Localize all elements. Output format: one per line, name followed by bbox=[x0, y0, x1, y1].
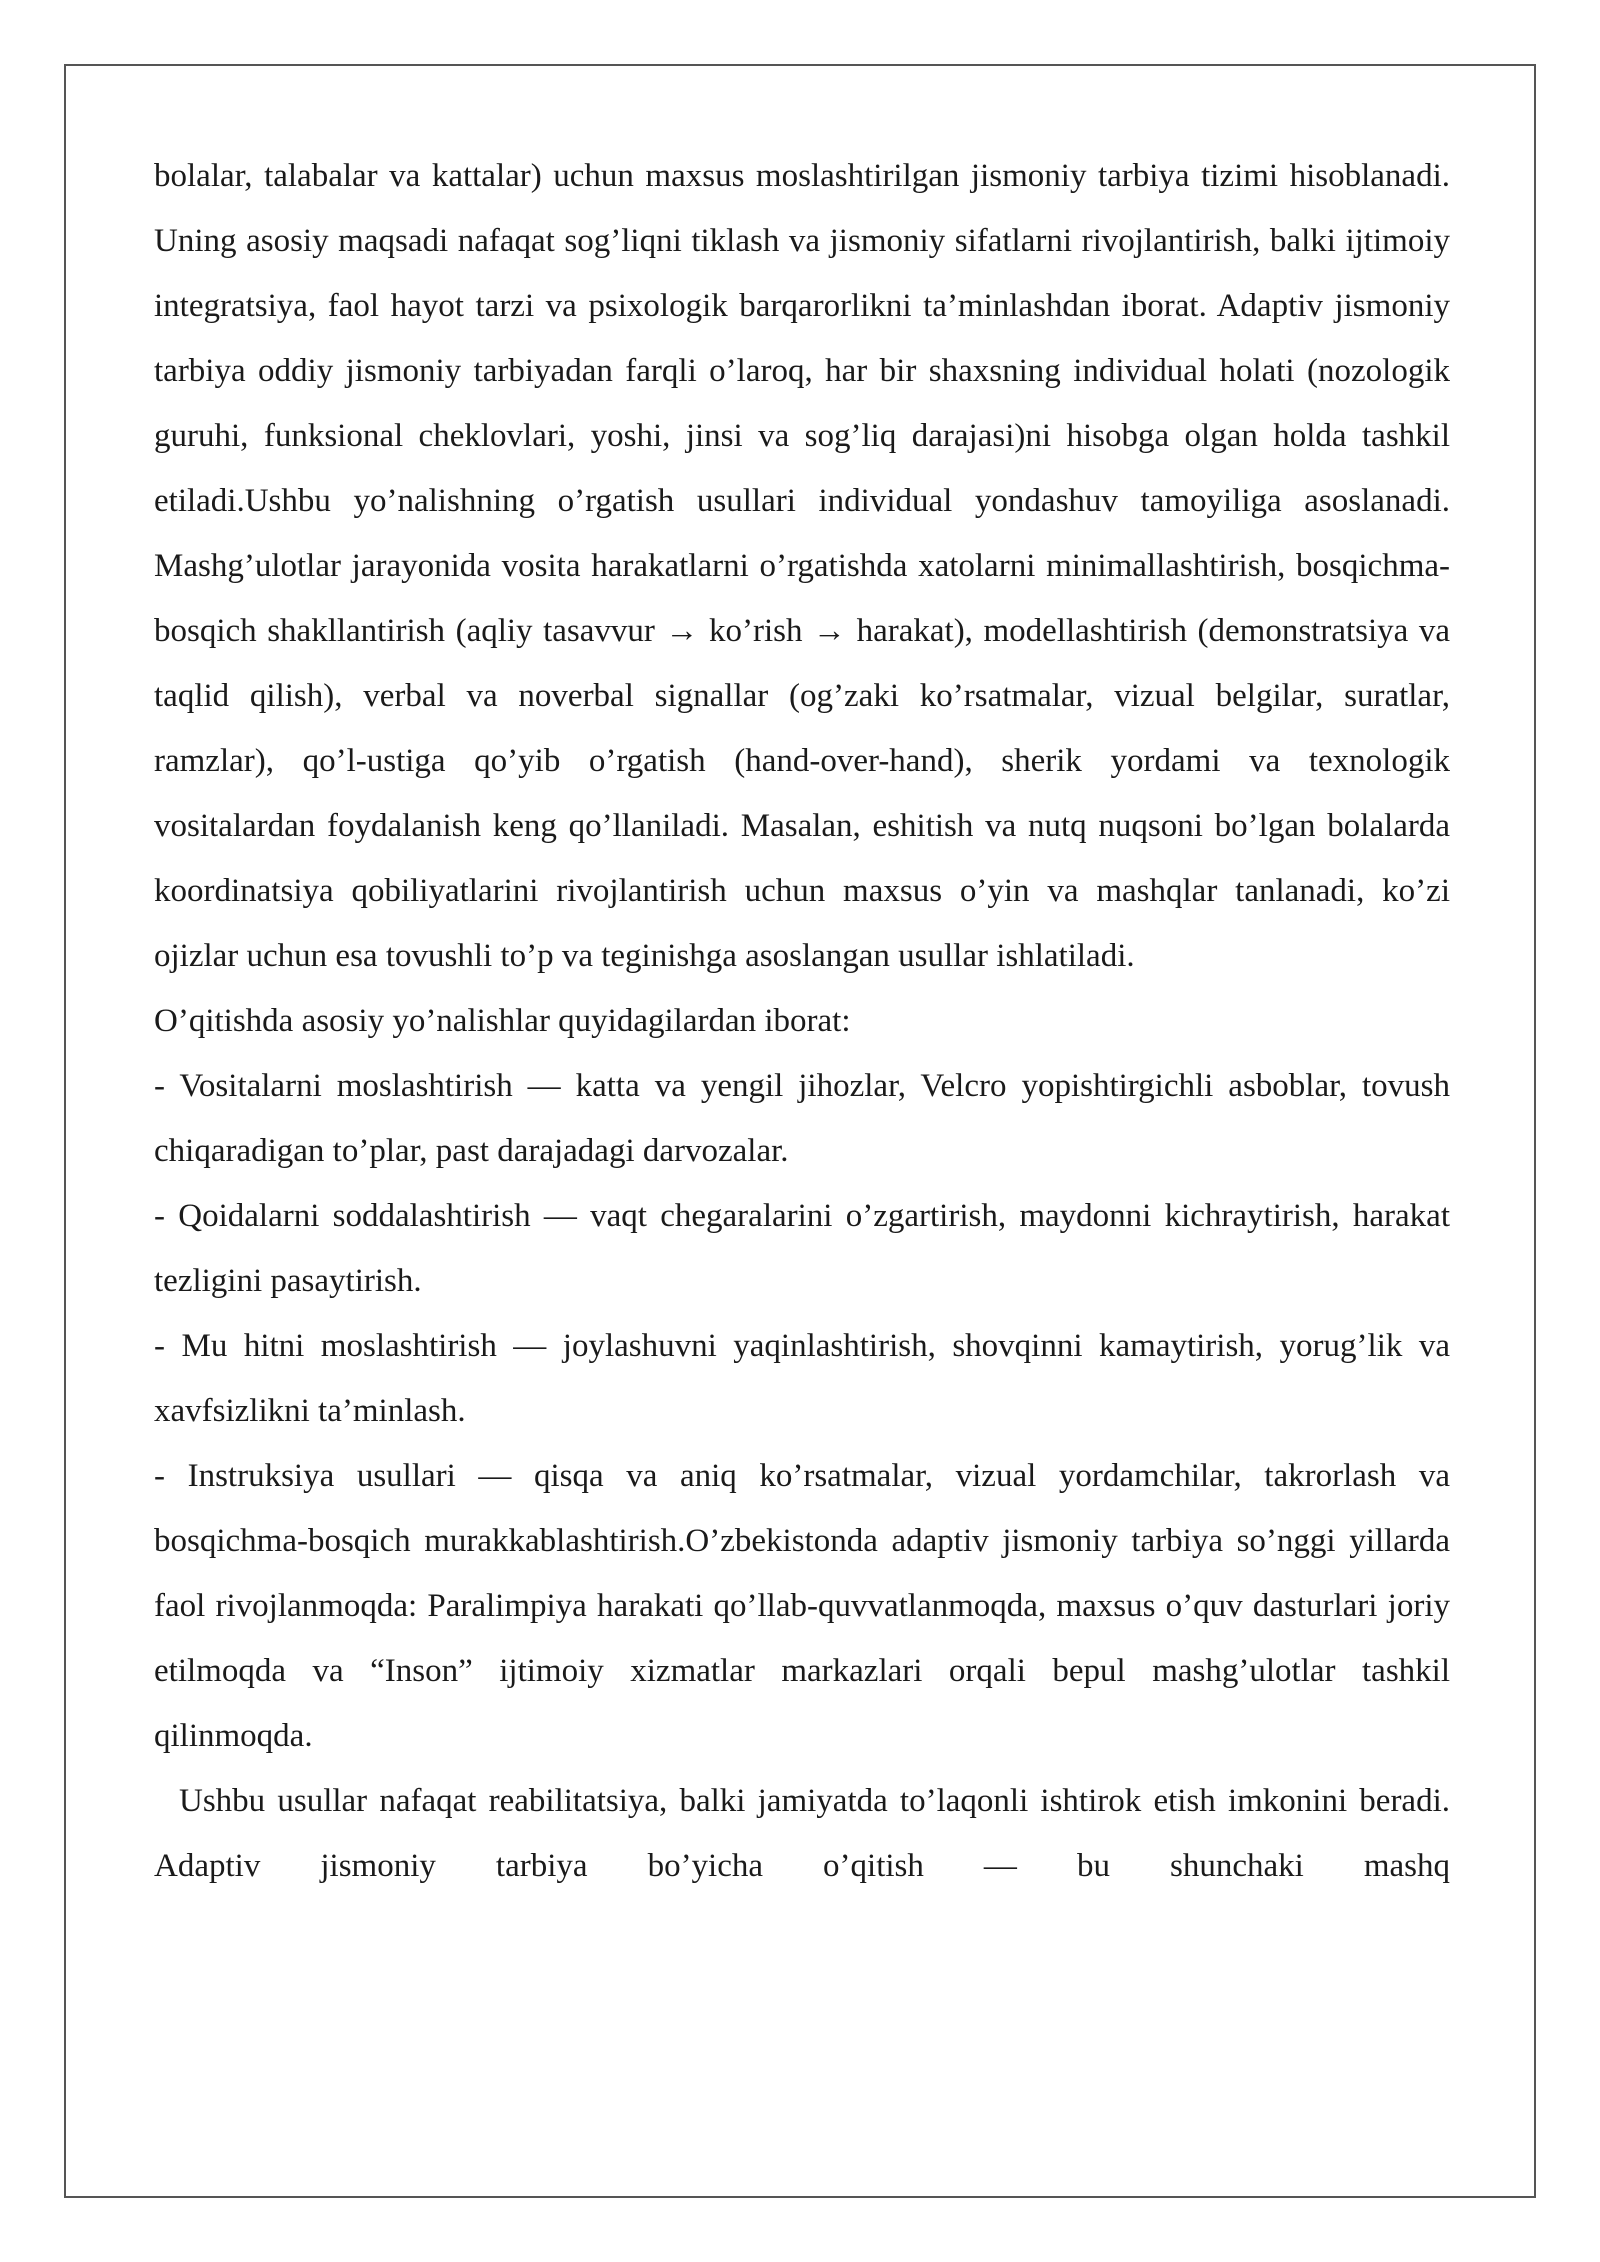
paragraph-main-directions: O’qitishda asosiy yo’nalishlar quyidagilardan iborat: bbox=[154, 1003, 851, 1039]
paragraph-conclusion: Ushbu usullar nafaqat reabilitatsiya, balki jamiyatda to’laqonli ishtirok etish imkonini beradi. Adaptiv jismoniy tarbiya bo’yicha o’qitish — bu shunchaki mashq bbox=[154, 1783, 1450, 1884]
list-item-rules: - Qoidalarni soddalashtirish — vaqt chegaralarini o’zgartirish, maydonni kichraytirish, harakat tezligini pasaytirish. bbox=[154, 1198, 1450, 1299]
list-item-instruction: - Instruksiya usullari — qisqa va aniq ko’rsatmalar, vizual yordamchilar, takrorlash va bosqichma-bosqich murakkablashtirish.O’zbekistonda adaptiv jismoniy tarbiya so’nggi yillarda faol rivojlanmoqda: Paralimpiya harakati qo’llab-quvvatlanmoqda, maxsus o’quv dasturlari joriy etilmoqda va “Inson” ijtimoiy xizmatlar markazlari orqali bepul mashg’ulotlar tashkil qilinmoqda. bbox=[154, 1458, 1450, 1754]
list-item-environment: - Mu hitni moslashtirish — joylashuvni yaqinlashtirish, shovqinni kamaytirish, yorug’lik va xavfsizlikni ta’minlash. bbox=[154, 1328, 1450, 1429]
list-item-tools: - Vositalarni moslashtirish — katta va yengil jihozlar, Velcro yopishtirgichli asboblar, tovush chiqaradigan to’plar, past darajadagi darvozalar. bbox=[154, 1068, 1450, 1169]
document-body bbox=[154, 144, 1450, 1899]
paragraph-intro: bolalar, talabalar va kattalar) uchun maxsus moslashtirilgan jismoniy tarbiya tizimi hisoblanadi. Uning asosiy maqsadi nafaqat sog’liqni tiklash va jismoniy sifatlarni rivojlantirish, balki ijtimoiy integratsiya, faol hayot tarzi va psixologik barqarorlikni ta’minlashdan iborat. Adaptiv jismoniy tarbiya oddiy jismoniy tarbiyadan farqli o’laroq, har bir shaxsning individual holati (nozologik guruhi, funksional cheklovlari, yoshi, jinsi va sog’liq darajasi)ni hisobga olgan holda tashkil etiladi.Ushbu yo’nalishning o’rgatish usullari individual yondashuv tamoyiliga asoslanadi. Mashg’ulotlar jarayonida vosita harakatlarni o’rgatishda xatolarni minimallashtirish, bosqichma-bosqich shakllantirish (aqliy tasavvur → ko’rish → harakat), modellashtirish (demonstratsiya va taqlid qilish), verbal va noverbal signallar (og’zaki ko’rsatmalar, vizual belgilar, suratlar, ramzlar), qo’l-ustiga qo’yib o’rgatish (hand-over-hand), sherik yordami va texnologik vositalardan foydalanish keng qo’llaniladi. Masalan, eshitish va nutq nuqsoni bo’lgan bolalarda koordinatsiya qobiliyatlarini rivojlantirish uchun maxsus o’yin va mashqlar tanlanadi, ko’zi ojizlar uchun esa tovushli to’p va teginishga asoslangan usullar ishlatiladi. bbox=[154, 158, 1450, 974]
